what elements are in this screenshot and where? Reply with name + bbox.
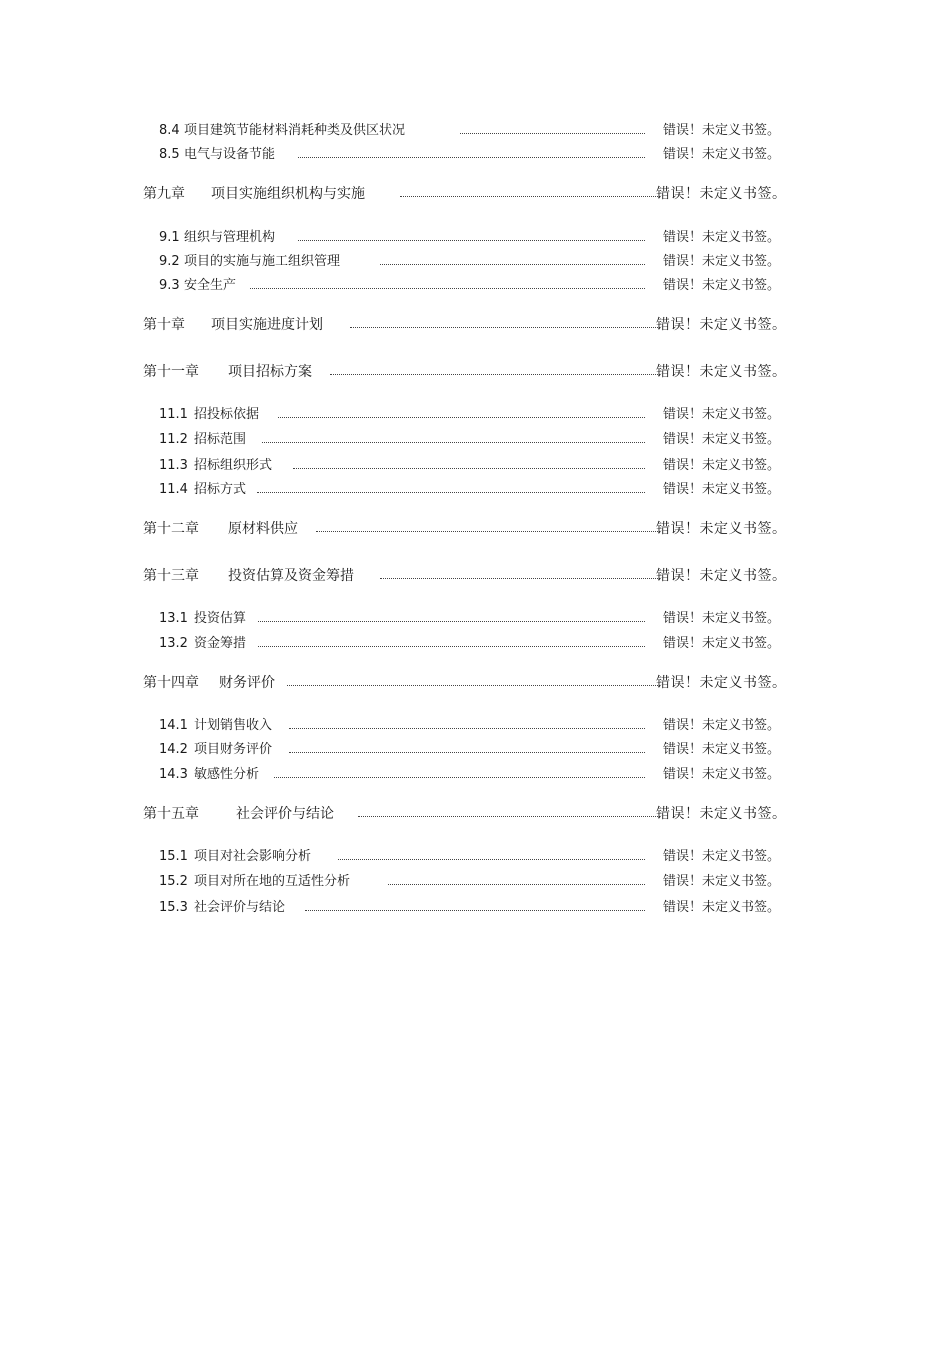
toc-entry-page-ref: 错误！未定义书签。	[656, 675, 787, 691]
toc-entry-chapter-12[interactable]	[0, 519, 950, 539]
toc-entry-page-ref: 错误！未定义书签。	[656, 806, 787, 822]
toc-entry-page-ref: 错误！未定义书签。	[663, 278, 781, 293]
toc-chapter-title: 社会评价与结论	[236, 806, 334, 822]
toc-dot-leader	[380, 578, 660, 579]
toc-chapter-title: 原材料供应	[228, 521, 298, 537]
toc-entry-9-3[interactable]	[0, 276, 950, 296]
toc-entry-11-2[interactable]	[0, 430, 950, 450]
toc-entry-14-2[interactable]	[0, 740, 950, 760]
toc-entry-title: 电气与设备节能	[184, 147, 276, 162]
toc-entry-8-5[interactable]	[0, 145, 950, 165]
toc-entry-page-ref: 错误！未定义书签。	[663, 718, 781, 733]
toc-entry-number: 8.4	[159, 123, 180, 138]
toc-chapter-title: 投资估算及资金筹措	[228, 568, 354, 584]
toc-entry-page-ref: 错误！未定义书签。	[663, 849, 781, 864]
toc-entry-number: 11.4	[159, 482, 188, 497]
toc-chapter-number: 第十四章	[143, 675, 199, 691]
toc-dot-leader	[258, 646, 645, 647]
toc-dot-leader	[358, 816, 660, 817]
toc-chapter-number: 第十章	[143, 317, 185, 333]
toc-entry-title: 项目的实施与施工组织管理	[184, 254, 341, 269]
toc-entry-number: 11.3	[159, 458, 188, 473]
toc-entry-chapter-14[interactable]	[0, 673, 950, 693]
toc-entry-number: 15.3	[159, 900, 188, 915]
toc-entry-chapter-10[interactable]	[0, 315, 950, 335]
toc-chapter-number: 第十三章	[143, 568, 199, 584]
toc-entry-9-1[interactable]	[0, 228, 950, 248]
toc-entry-chapter-13[interactable]	[0, 566, 950, 586]
toc-dot-leader	[316, 531, 660, 532]
toc-entry-15-1[interactable]	[0, 847, 950, 867]
toc-chapter-number: 第十二章	[143, 521, 199, 537]
toc-entry-title: 招投标依据	[194, 407, 260, 422]
toc-entry-title: 投资估算	[194, 611, 247, 626]
toc-entry-page-ref: 错误！未定义书签。	[656, 186, 787, 202]
toc-entry-page-ref: 错误！未定义书签。	[663, 482, 781, 497]
toc-entry-title: 项目财务评价	[194, 742, 273, 757]
toc-entry-number: 9.1	[159, 230, 180, 245]
toc-dot-leader	[262, 442, 645, 443]
toc-entry-page-ref: 错误！未定义书签。	[663, 458, 781, 473]
toc-entry-chapter-9[interactable]	[0, 184, 950, 204]
toc-entry-page-ref: 错误！未定义书签。	[656, 317, 787, 333]
toc-entry-number: 15.2	[159, 874, 188, 889]
toc-entry-13-2[interactable]	[0, 634, 950, 654]
toc-entry-title: 招标方式	[194, 482, 247, 497]
toc-chapter-number: 第十一章	[143, 364, 199, 380]
toc-dot-leader	[460, 133, 645, 134]
toc-entry-number: 14.2	[159, 742, 188, 757]
toc-entry-title: 敏感性分析	[194, 767, 260, 782]
toc-entry-page-ref: 错误！未定义书签。	[663, 611, 781, 626]
toc-dot-leader	[293, 468, 645, 469]
toc-entry-page-ref: 错误！未定义书签。	[663, 874, 781, 889]
toc-entry-chapter-15[interactable]	[0, 804, 950, 824]
toc-entry-title: 招标范围	[194, 432, 247, 447]
toc-entry-13-1[interactable]	[0, 609, 950, 629]
toc-dot-leader	[400, 196, 660, 197]
toc-entry-page-ref: 错误！未定义书签。	[663, 123, 781, 138]
toc-chapter-title: 项目实施进度计划	[211, 317, 323, 333]
toc-entry-title: 组织与管理机构	[184, 230, 276, 245]
toc-entry-9-2[interactable]	[0, 252, 950, 272]
toc-dot-leader	[250, 288, 645, 289]
toc-entry-14-3[interactable]	[0, 765, 950, 785]
toc-entry-page-ref: 错误！未定义书签。	[663, 767, 781, 782]
toc-chapter-title: 项目招标方案	[228, 364, 312, 380]
toc-dot-leader	[289, 752, 645, 753]
toc-entry-title: 资金筹措	[194, 636, 247, 651]
toc-dot-leader	[305, 910, 645, 911]
toc-entry-11-1[interactable]	[0, 405, 950, 425]
toc-chapter-title: 财务评价	[219, 675, 275, 691]
toc-entry-number: 9.3	[159, 278, 180, 293]
toc-entry-number: 14.1	[159, 718, 188, 733]
toc-dot-leader	[380, 264, 645, 265]
toc-dot-leader	[298, 240, 645, 241]
toc-chapter-number: 第九章	[143, 186, 185, 202]
toc-dot-leader	[278, 417, 645, 418]
toc-entry-15-3[interactable]	[0, 898, 950, 918]
toc-entry-chapter-11[interactable]	[0, 362, 950, 382]
toc-entry-number: 13.2	[159, 636, 188, 651]
toc-entry-page-ref: 错误！未定义书签。	[656, 568, 787, 584]
toc-entry-page-ref: 错误！未定义书签。	[663, 254, 781, 269]
toc-dot-leader	[330, 374, 660, 375]
toc-entry-number: 11.1	[159, 407, 188, 422]
toc-entry-11-3[interactable]	[0, 456, 950, 476]
toc-entry-title: 社会评价与结论	[194, 900, 286, 915]
toc-entry-title: 招标组织形式	[194, 458, 273, 473]
toc-entry-number: 13.1	[159, 611, 188, 626]
toc-dot-leader	[257, 492, 645, 493]
toc-entry-8-4[interactable]	[0, 121, 950, 141]
toc-dot-leader	[289, 728, 645, 729]
toc-entry-number: 9.2	[159, 254, 180, 269]
toc-dot-leader	[388, 884, 645, 885]
toc-entry-number: 11.2	[159, 432, 188, 447]
toc-entry-title: 计划销售收入	[194, 718, 273, 733]
toc-dot-leader	[338, 859, 645, 860]
toc-dot-leader	[287, 685, 660, 686]
toc-entry-title: 安全生产	[184, 278, 237, 293]
toc-dot-leader	[350, 327, 660, 328]
toc-entry-page-ref: 错误！未定义书签。	[663, 230, 781, 245]
toc-entry-15-2[interactable]	[0, 872, 950, 892]
toc-dot-leader	[298, 157, 645, 158]
toc-chapter-number: 第十五章	[143, 806, 199, 822]
toc-entry-number: 8.5	[159, 147, 180, 162]
toc-entry-page-ref: 错误！未定义书签。	[656, 364, 787, 380]
toc-dot-leader	[274, 777, 645, 778]
toc-entry-number: 15.1	[159, 849, 188, 864]
toc-entry-page-ref: 错误！未定义书签。	[663, 147, 781, 162]
toc-entry-page-ref: 错误！未定义书签。	[663, 636, 781, 651]
toc-entry-title: 项目对所在地的互适性分析	[194, 874, 351, 889]
toc-entry-page-ref: 错误！未定义书签。	[656, 521, 787, 537]
toc-entry-page-ref: 错误！未定义书签。	[663, 432, 781, 447]
toc-entry-11-4[interactable]	[0, 480, 950, 500]
toc-chapter-title: 项目实施组织机构与实施	[211, 186, 365, 202]
toc-entry-page-ref: 错误！未定义书签。	[663, 742, 781, 757]
toc-entry-page-ref: 错误！未定义书签。	[663, 900, 781, 915]
toc-entry-title: 项目对社会影响分析	[194, 849, 312, 864]
toc-dot-leader	[258, 621, 645, 622]
toc-entry-title: 项目建筑节能材料消耗种类及供区状况	[184, 123, 406, 138]
toc-entry-number: 14.3	[159, 767, 188, 782]
toc-entry-14-1[interactable]	[0, 716, 950, 736]
toc-entry-page-ref: 错误！未定义书签。	[663, 407, 781, 422]
